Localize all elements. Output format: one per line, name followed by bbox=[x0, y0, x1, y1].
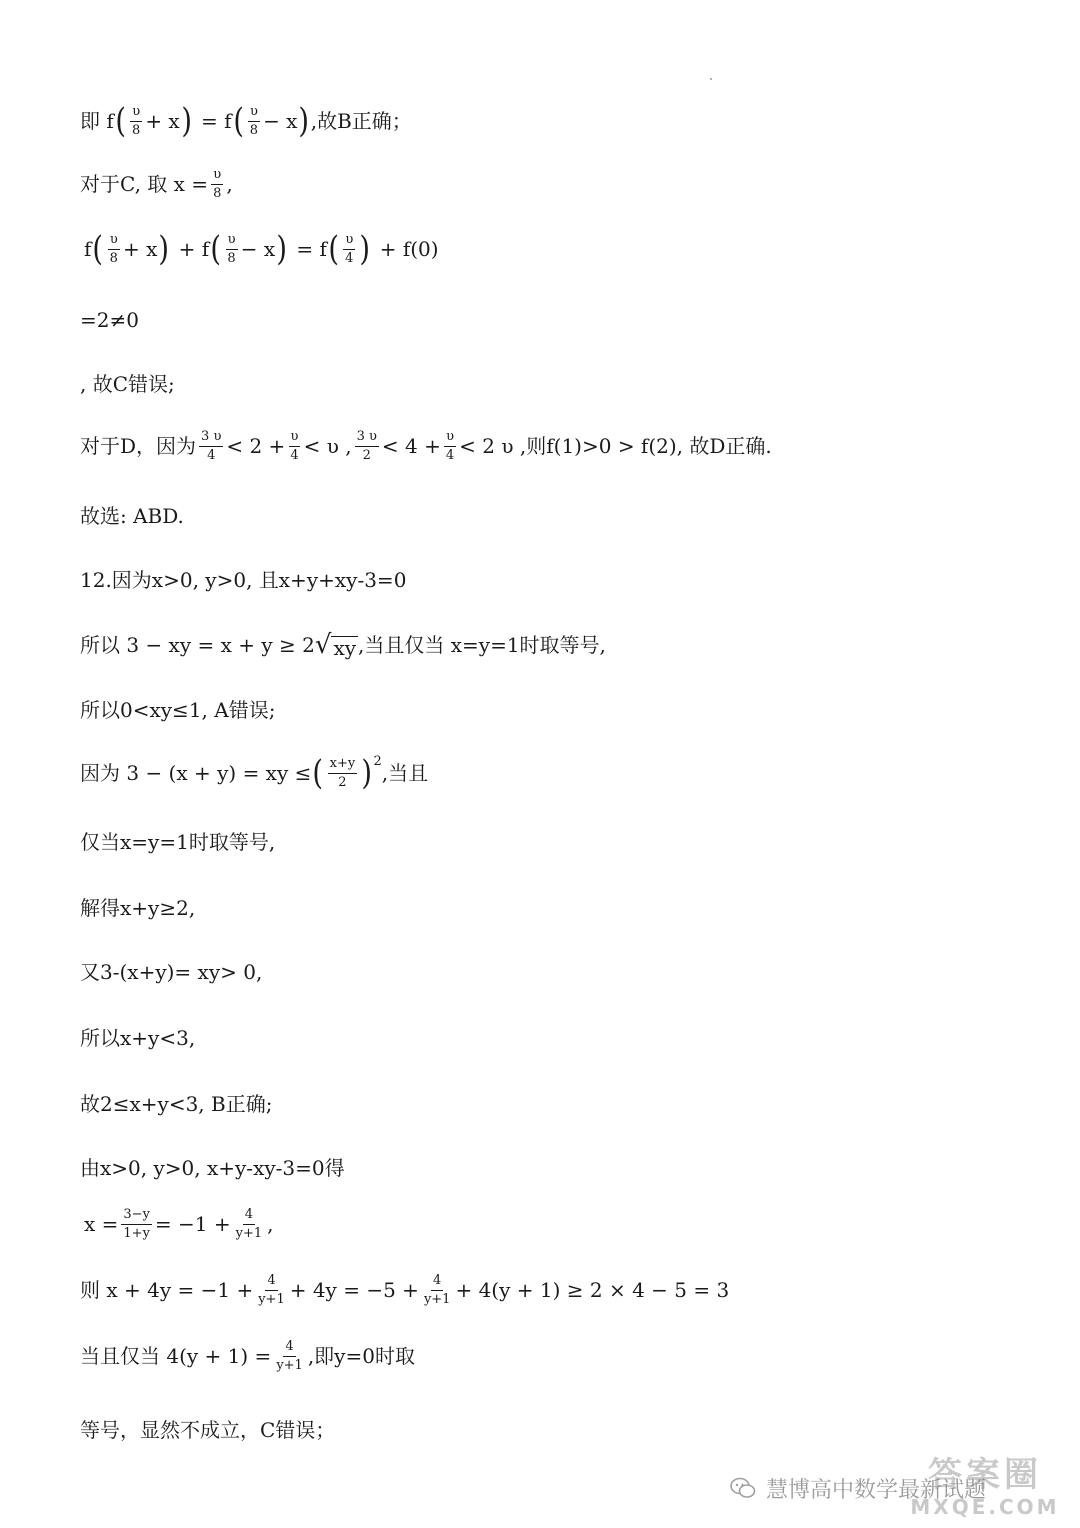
paren-close: ) bbox=[298, 101, 310, 141]
paren-open: ( bbox=[312, 753, 324, 793]
text: = f bbox=[296, 237, 327, 261]
text: ,当且仅当 x=y=1时取等号, bbox=[358, 633, 606, 657]
numerator: 4 bbox=[243, 1208, 255, 1225]
numerator: υ bbox=[343, 233, 355, 250]
text: ,当且 bbox=[381, 761, 429, 785]
text: 因为 3 − (x + y) = xy ≤ bbox=[80, 761, 312, 785]
text: + f bbox=[178, 237, 210, 261]
logo-characters: 答案圈 bbox=[928, 1455, 1042, 1495]
denominator: 1+y bbox=[123, 1225, 150, 1241]
line-3 bbox=[84, 229, 439, 269]
denominator: y+1 bbox=[235, 1225, 263, 1241]
line-6 bbox=[80, 430, 772, 462]
stray-dot bbox=[710, 78, 712, 80]
denominator: 2 bbox=[338, 774, 347, 790]
fraction bbox=[130, 105, 142, 137]
text: 当且仅当 4(y + 1) = bbox=[80, 1344, 272, 1369]
text: 对于C, 取 x = bbox=[80, 172, 209, 197]
fraction bbox=[422, 1274, 453, 1306]
line-4 bbox=[80, 310, 139, 330]
text: , 故C错误; bbox=[80, 372, 175, 396]
text: x = bbox=[84, 1212, 119, 1237]
text: < 2 + bbox=[226, 434, 286, 459]
text: ,故B正确； bbox=[310, 109, 412, 133]
text: 即 f bbox=[80, 109, 114, 133]
answer-logo bbox=[900, 1455, 1070, 1523]
text: f bbox=[84, 237, 92, 261]
denominator: 8 bbox=[213, 185, 222, 201]
paren-close: ) bbox=[276, 229, 288, 269]
numerator: υ bbox=[289, 430, 301, 447]
fraction bbox=[121, 1208, 152, 1240]
text: 解得x+y≥2, bbox=[80, 896, 196, 920]
text: ,即y=0时取 bbox=[307, 1344, 415, 1369]
fraction bbox=[274, 1340, 305, 1372]
text: − x bbox=[240, 237, 276, 261]
line-17 bbox=[80, 1158, 345, 1178]
line-2 bbox=[80, 168, 233, 200]
numerator: υ bbox=[226, 233, 238, 250]
text: = f bbox=[200, 109, 232, 133]
denominator: 8 bbox=[109, 250, 118, 266]
line-8 bbox=[80, 570, 406, 590]
paren-open: ( bbox=[328, 229, 339, 269]
line-19 bbox=[80, 1274, 729, 1306]
text: 等号，显然不成立，C错误； bbox=[80, 1418, 336, 1442]
denominator: y+1 bbox=[258, 1291, 285, 1307]
line-15 bbox=[80, 1028, 195, 1048]
text: − x bbox=[263, 109, 298, 133]
denominator: 4 bbox=[207, 447, 216, 463]
paren-close: ) bbox=[158, 229, 170, 269]
fraction bbox=[108, 233, 120, 265]
line-14 bbox=[80, 962, 262, 982]
text: + f(0) bbox=[379, 237, 439, 261]
denominator: y+1 bbox=[276, 1357, 303, 1373]
text: < 2 υ ,则f(1)>0 > f(2), 故D正确. bbox=[459, 434, 772, 459]
text: 故2≤x+y<3, B正确; bbox=[80, 1092, 273, 1116]
text: , bbox=[226, 172, 233, 197]
numerator: υ bbox=[444, 430, 456, 447]
numerator: 3 υ bbox=[199, 430, 223, 447]
paren-close: ) bbox=[359, 229, 371, 269]
fraction bbox=[225, 233, 237, 265]
fraction bbox=[343, 233, 355, 265]
fraction bbox=[444, 430, 456, 462]
paren-open: ( bbox=[210, 229, 222, 269]
text: 所以 3 − xy = x + y ≥ 2 bbox=[80, 633, 315, 657]
text: + 4(y + 1) ≥ 2 × 4 − 5 = 3 bbox=[455, 1278, 730, 1303]
line-10 bbox=[80, 700, 275, 720]
numerator: υ bbox=[130, 105, 142, 122]
line-21 bbox=[80, 1420, 335, 1440]
paren-close: ) bbox=[361, 753, 373, 793]
fraction bbox=[355, 430, 379, 462]
numerator: υ bbox=[108, 233, 120, 250]
numerator: 4 bbox=[283, 1340, 295, 1357]
fraction bbox=[199, 430, 223, 462]
line-18 bbox=[84, 1208, 274, 1240]
denominator: 2 bbox=[362, 447, 371, 463]
denominator: y+1 bbox=[423, 1291, 451, 1307]
text: + 4y = −5 + bbox=[289, 1278, 419, 1303]
text: 故选: ABD. bbox=[80, 504, 184, 528]
fraction bbox=[256, 1274, 287, 1306]
text: , bbox=[267, 1212, 274, 1237]
text: 则 x + 4y = −1 + bbox=[80, 1278, 254, 1303]
paren-close: ) bbox=[181, 101, 192, 141]
text: + x bbox=[145, 109, 180, 133]
denominator: 8 bbox=[227, 250, 236, 266]
denominator: 8 bbox=[249, 122, 259, 138]
text: 12.因为x>0, y>0, 且x+y+xy-3=0 bbox=[80, 568, 407, 592]
line-9 bbox=[80, 632, 606, 658]
line-16 bbox=[80, 1094, 272, 1114]
line-20 bbox=[80, 1340, 415, 1372]
paren-open: ( bbox=[232, 101, 244, 141]
text: < 4 + bbox=[381, 434, 441, 459]
fraction bbox=[211, 168, 223, 200]
numerator: x+y bbox=[328, 757, 358, 774]
line-1 bbox=[80, 101, 412, 141]
logo-site: MXQE.COM bbox=[910, 1495, 1060, 1519]
text: =2≠0 bbox=[80, 308, 139, 332]
fraction bbox=[328, 757, 358, 789]
text: 所以x+y<3, bbox=[80, 1026, 196, 1050]
line-11 bbox=[80, 753, 429, 793]
square-root bbox=[315, 632, 358, 658]
text: < υ , bbox=[303, 434, 352, 459]
numerator: 4 bbox=[265, 1274, 277, 1291]
numerator: υ bbox=[211, 168, 223, 185]
numerator: υ bbox=[248, 105, 260, 122]
denominator: 4 bbox=[290, 447, 299, 463]
text: 又3-(x+y)= xy> 0, bbox=[80, 960, 263, 984]
wechat-icon bbox=[730, 1477, 756, 1499]
line-13 bbox=[80, 898, 195, 918]
text: 由x>0, y>0, x+y-xy-3=0得 bbox=[80, 1156, 345, 1180]
radical-sign: √ bbox=[314, 630, 332, 660]
paren-open: ( bbox=[115, 101, 126, 141]
fraction bbox=[234, 1208, 265, 1240]
text: 对于D，因为 bbox=[80, 434, 197, 459]
numerator: 3−y bbox=[121, 1208, 152, 1225]
denominator: 4 bbox=[345, 250, 354, 266]
line-5 bbox=[80, 374, 175, 394]
numerator: 3 υ bbox=[355, 430, 379, 447]
text: 仅当x=y=1时取等号, bbox=[80, 830, 276, 854]
watermark-text: 慧博高中数学最新试题 bbox=[766, 1477, 987, 1503]
text: + x bbox=[122, 237, 158, 261]
line-7 bbox=[80, 506, 184, 526]
denominator: 4 bbox=[445, 447, 455, 463]
exponent: 2 bbox=[373, 753, 382, 769]
text: = −1 + bbox=[154, 1212, 231, 1237]
fraction bbox=[288, 430, 300, 462]
numerator: 4 bbox=[431, 1274, 443, 1291]
paren-open: ( bbox=[92, 229, 104, 269]
text: 所以0<xy≤1, A错误; bbox=[80, 698, 276, 722]
fraction bbox=[248, 105, 260, 137]
radicand: xy bbox=[333, 636, 357, 660]
line-12 bbox=[80, 832, 275, 852]
denominator: 8 bbox=[132, 122, 141, 138]
